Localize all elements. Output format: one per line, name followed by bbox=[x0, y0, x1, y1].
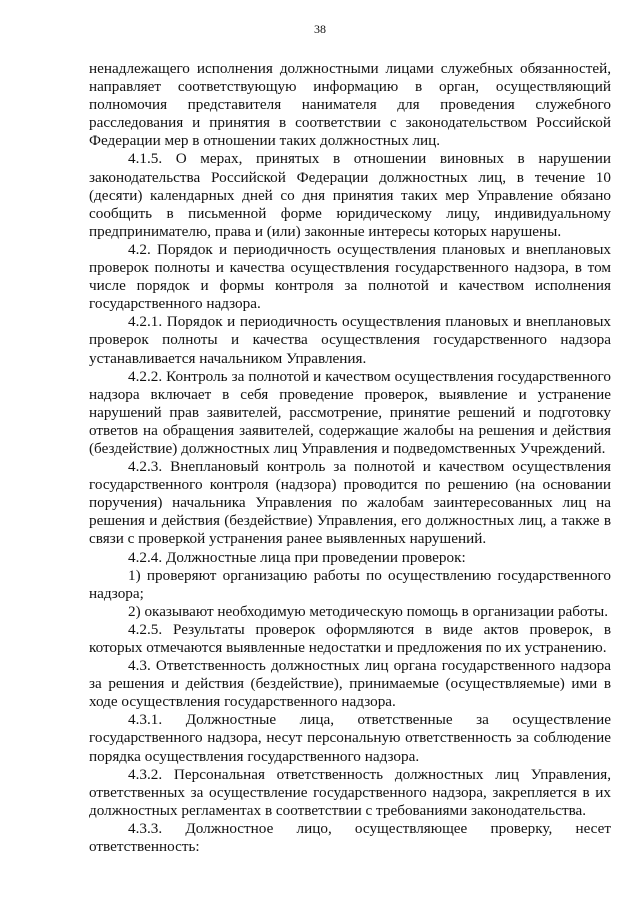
paragraph: 4.1.5. О мерах, принятых в отношении виновных в нарушении законодательства Российской Федерации должностных лиц, в течение 10 (десяти) календарных дней со дня принятия таких мер Управление обязано сообщить в письменной форме юридическому лицу, индивидуальному предпринимателю, права и (или) законные интересы которых нарушены. bbox=[89, 150, 611, 240]
paragraph: 4.2.2. Контроль за полнотой и качеством осуществления государственного надзора включает в себя проведение проверок, выявление и устранение нарушений прав заявителей, рассмотрение, принятие решений и подготовку ответов на обращения заявителей, содержащие жалобы на решения и действия (бездействие) должностных лиц Управления и подведомственных Учреждений. bbox=[89, 367, 611, 457]
paragraph: 1) проверяют организацию работы по осуществлению государственного надзора; bbox=[89, 566, 611, 602]
paragraph: 4.2.3. Внеплановый контроль за полнотой и качеством осуществления государственного контроля (надзора) проводится по решению (на основании поручения) начальника Управления по жалобам заинтересованных лиц на решения и действия (бездействие) Управления, его должностных лиц, а также в связи с проверкой устранения ранее выявленных нарушений. bbox=[89, 458, 611, 548]
paragraph: 4.3.3. Должностное лицо, осуществляющее проверку, несет ответственность: bbox=[89, 819, 611, 856]
paragraph: 4.2.5. Результаты проверок оформляются в виде актов проверок, в которых отмечаются выявленные недостатки и предложения по их устранению. bbox=[89, 620, 611, 656]
paragraph: 4.3. Ответственность должностных лиц органа государственного надзора за решения и действия (бездействие), принимаемые (осуществляемые) ими в ходе осуществления государственного надзора. bbox=[89, 657, 611, 711]
paragraph: 4.3.1. Должностные лица, ответственные за осуществление государственного надзора, несут персональную ответственность за соблюдение порядка осуществления государственного надзора. bbox=[89, 711, 611, 765]
paragraph: ненадлежащего исполнения должностными лицами служебных обязанностей, направляет соответствующую информацию в орган, осуществляющий полномочия представителя нанимателя для проведения служебного расследования и принятия в соответствии с законодательством Российской Федерации мер в отношении таких должностных лиц. bbox=[89, 60, 611, 150]
paragraph: 4.2.4. Должностные лица при проведении проверок: bbox=[128, 548, 466, 566]
paragraph: 2) оказывают необходимую методическую помощь в организации работы. bbox=[128, 602, 609, 620]
document-body bbox=[89, 60, 611, 856]
paragraph: 4.2.1. Порядок и периодичность осуществления плановых и внеплановых проверок полноты и качества осуществления государственного надзора устанавливается начальником Управления. bbox=[89, 313, 611, 367]
page-number: 38 bbox=[314, 22, 326, 36]
paragraph: 4.3.2. Персональная ответственность должностных лиц Управления, ответственных за осуществление государственного надзора, закрепляется в их должностных регламентах в соответствии с требованиями законодательства. bbox=[89, 765, 611, 819]
paragraph: 4.2. Порядок и периодичность осуществления плановых и внеплановых проверок полноты и качества осуществления государственного надзора, в том числе порядок и формы контроля за полнотой и качеством исполнения государственного надзора. bbox=[89, 240, 611, 313]
